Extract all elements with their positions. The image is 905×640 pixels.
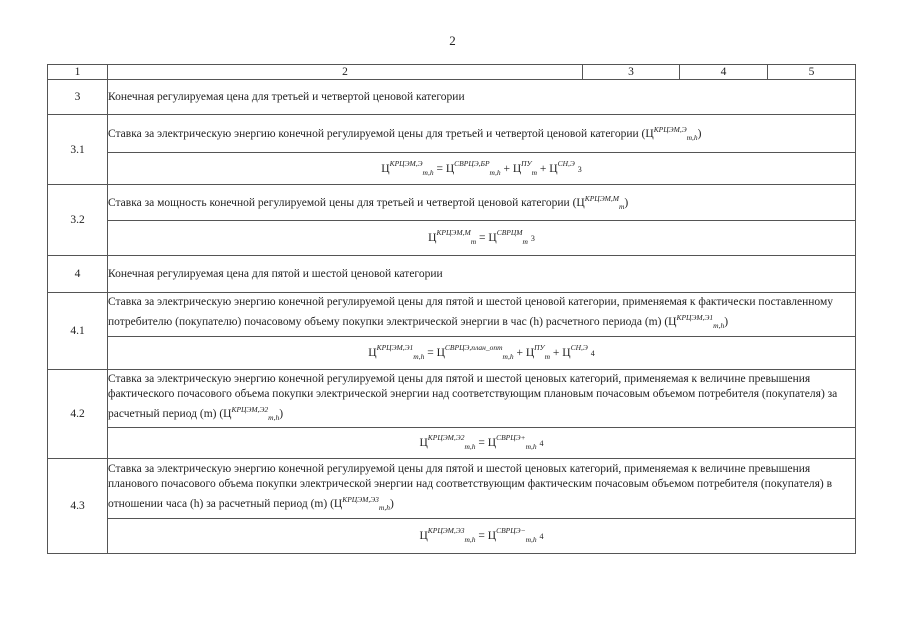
formula-row bbox=[48, 153, 856, 185]
formula: $Ц^{КРЦЭМ,Э2}_{m,h} = Ц^{СВРЦЭ+}_{m,h}$ 4 bbox=[108, 428, 856, 459]
header-row bbox=[48, 65, 856, 80]
row-title: Конечная регулируемая цена для пятой и шестой ценовой категории bbox=[108, 256, 856, 293]
table-row bbox=[48, 256, 856, 293]
row-number: 3 bbox=[48, 80, 108, 115]
table-row bbox=[48, 185, 856, 221]
formula: $Ц^{КРЦЭМ,М}_m = Ц^{СВРЦМ}_m$ 3 bbox=[108, 221, 856, 256]
row-number: 4 bbox=[48, 256, 108, 293]
table-row bbox=[48, 293, 856, 337]
header-cell: 2 bbox=[108, 65, 583, 80]
formula-row bbox=[48, 428, 856, 459]
formula-row bbox=[48, 337, 856, 370]
formula: $Ц^{КРЦЭМ,Э3}_{m,h} = Ц^{СВРЦЭ-}_{m,h}$ 4 bbox=[108, 519, 856, 554]
row-description: Ставка за электрическую энергию конечной регулируемой цены для третьей и четвертой ценовой категории $(Ц^{КРЦЭМ,Э}_{m,h})$ bbox=[108, 115, 856, 153]
row-number: 4.2 bbox=[48, 370, 108, 459]
formula-row bbox=[48, 519, 856, 554]
row-title: Конечная регулируемая цена для третьей и четвертой ценовой категории bbox=[108, 80, 856, 115]
row-number: 4.1 bbox=[48, 293, 108, 370]
page-number: 2 bbox=[449, 33, 456, 48]
table-row bbox=[48, 459, 856, 519]
header-cell: 5 bbox=[768, 65, 856, 80]
table-row bbox=[48, 115, 856, 153]
header-cell: 1 bbox=[48, 65, 108, 80]
tariff-table bbox=[47, 64, 856, 554]
header-cell: 4 bbox=[680, 65, 768, 80]
formula: $Ц^{КРЦЭМ,Э1}_{m,h} = Ц^{СВРЦЭ,план\_опт}_{m,h} + Ц^{ПУ}_m + Ц^{СН,Э}$ 4 bbox=[108, 337, 856, 370]
row-description: Ставка за мощность конечной регулируемой цены для третьей и четвертой ценовой категории $(Ц^{КРЦЭМ,М}_m)$ bbox=[108, 185, 856, 221]
formula-row bbox=[48, 221, 856, 256]
row-number: 3.1 bbox=[48, 115, 108, 185]
row-description: Ставка за электрическую энергию конечной регулируемой цены для пятой и шестой ценовых категорий, применяемая к величине превышения фактического почасового объема покупки электрической энергии над соответствующим плановым почасовым объемом потребителя (покупателя) за расчетный период (m) $(Ц^{КРЦЭМ,Э2}_{m,h})$ bbox=[108, 370, 856, 428]
formula: $Ц^{КРЦЭМ,Э}_{m,h} = Ц^{СВРЦЭ,БР}_{m,h} + Ц^{ПУ}_m + Ц^{СН,Э}$ 3 bbox=[108, 153, 856, 185]
row-number: 3.2 bbox=[48, 185, 108, 256]
row-description: Ставка за электрическую энергию конечной регулируемой цены для пятой и шестой ценовых категорий, применяемая к величине превышения планового почасового объема покупки электрической энергии над соответствующим фактическим почасовым объемом потребителя (покупателя) в отношении часа (h) за расчетный период (m) $(Ц^{КРЦЭМ,Э3}_{m,h})$ bbox=[108, 459, 856, 519]
table-row bbox=[48, 370, 856, 428]
table-row bbox=[48, 80, 856, 115]
row-number: 4.3 bbox=[48, 459, 108, 554]
row-description: Ставка за электрическую энергию конечной регулируемой цены для пятой и шестой ценовой категории, применяемая к фактически поставленному потребителю (покупателю) почасовому объему покупки электрической энергии в час (h) расчетного периода (m) $(Ц^{КРЦЭМ,Э1}_{m,h})$ bbox=[108, 293, 856, 337]
header-cell: 3 bbox=[583, 65, 680, 80]
